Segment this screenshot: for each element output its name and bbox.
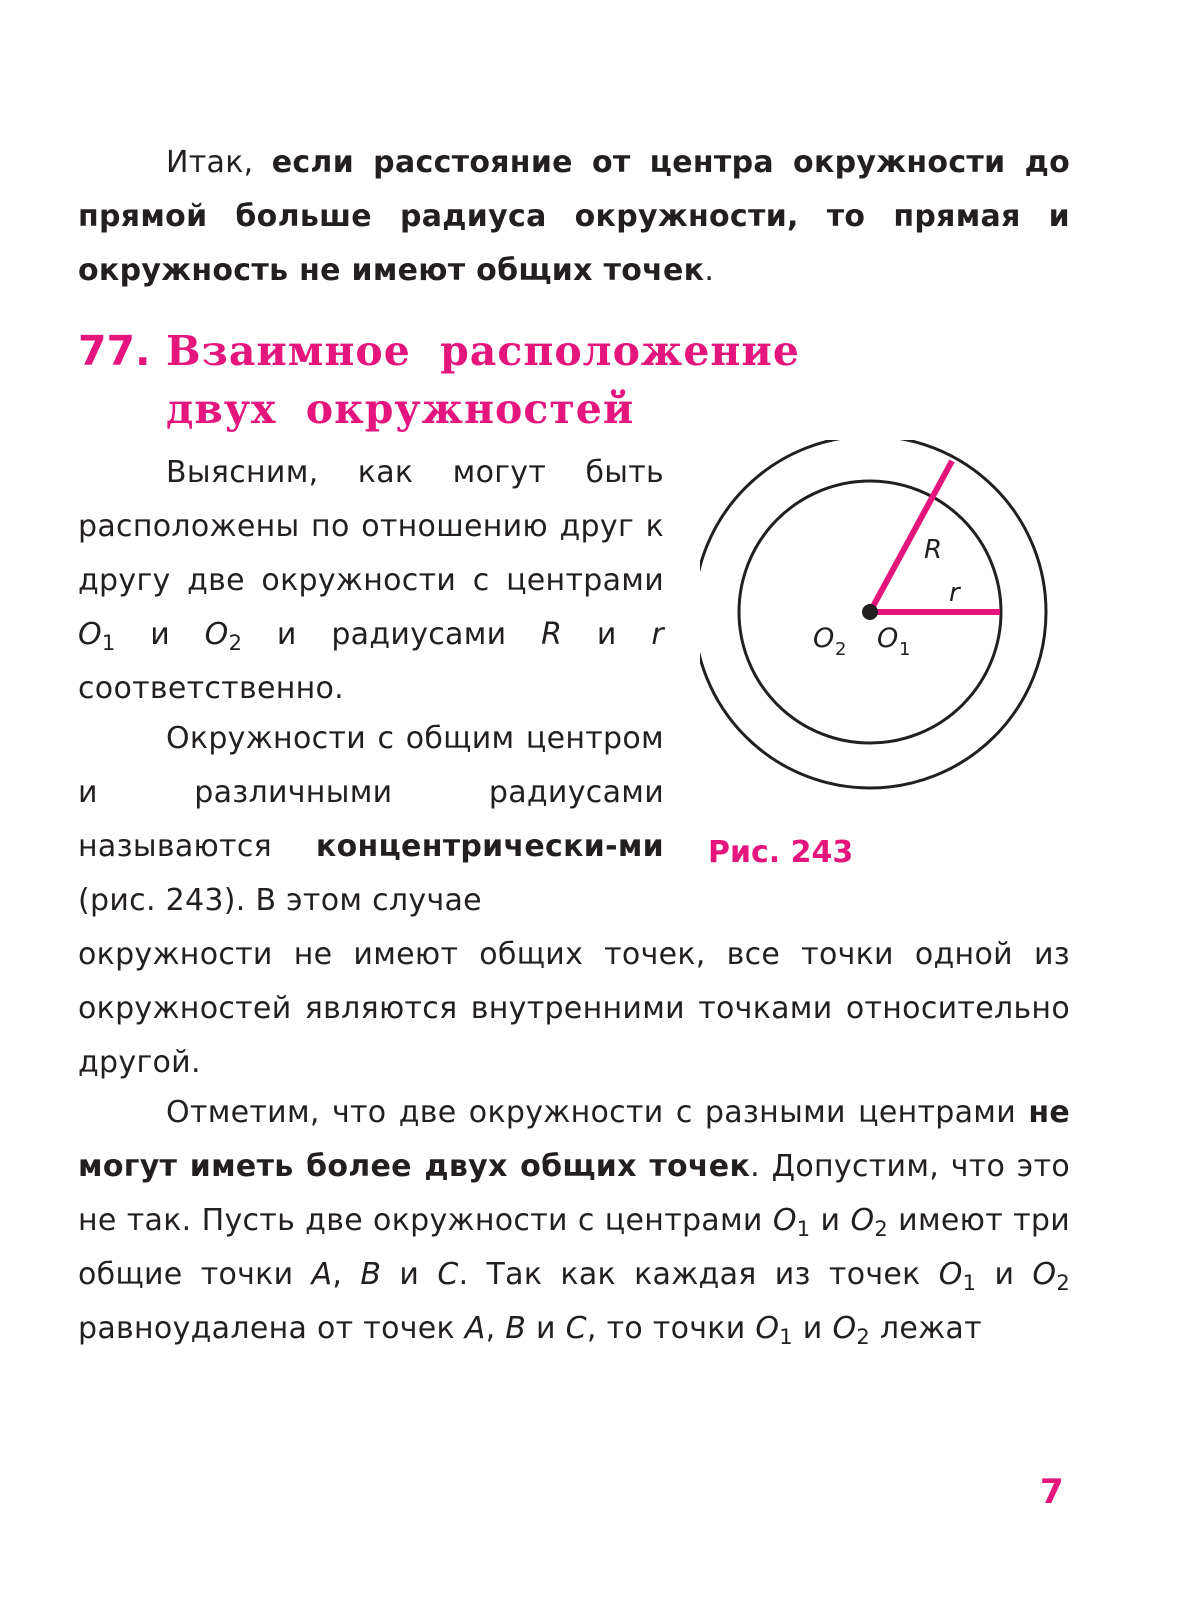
math-var: R — [541, 617, 563, 652]
text: , — [485, 1311, 506, 1346]
text: , — [332, 1257, 361, 1292]
math-var: O — [772, 1203, 797, 1238]
text: . — [704, 253, 715, 288]
text: окружности не имеют общих точек, все точки одной из окружностей являются внутренними точками относительно другой. — [78, 937, 1070, 1080]
paragraph-two-points — [78, 1086, 1070, 1356]
text: и — [976, 1257, 1033, 1292]
label-O1-subscript: 1 — [899, 639, 911, 660]
label-O1: O — [877, 623, 899, 654]
paragraph-conclusion — [78, 136, 1070, 298]
bold-statement: не могут иметь более двух общих точек — [78, 1095, 1070, 1184]
label-R: R — [924, 535, 943, 565]
paragraph-concentric — [78, 712, 664, 928]
math-var: O — [755, 1311, 780, 1346]
math-var: O — [1032, 1257, 1057, 1292]
section-title: Взаимное расположение двух окружностей — [166, 327, 800, 433]
subscript: 1 — [101, 631, 116, 655]
math-var: C — [565, 1311, 587, 1346]
bold-statement: если расстояние от центра окружности до прямой больше радиуса окружности, то прямая и окружность не имеют общих точек — [78, 145, 1071, 288]
page-number: 7 — [1040, 1472, 1064, 1512]
text: равноудалена от точек — [78, 1311, 465, 1346]
text: и — [810, 1203, 851, 1238]
math-var: O — [832, 1311, 857, 1346]
text: , то точки — [586, 1311, 756, 1346]
math-var: O — [78, 617, 102, 652]
subscript: 2 — [228, 631, 243, 655]
subscript: 2 — [1056, 1271, 1070, 1295]
text: имеют три общие точки — [78, 1203, 1070, 1292]
text: лежат — [870, 1311, 982, 1346]
text: Итак, — [166, 145, 272, 180]
text: . Так как каждая из точек — [458, 1257, 939, 1292]
subscript: 2 — [874, 1217, 889, 1241]
math-var: A — [464, 1311, 486, 1346]
math-var: O — [850, 1203, 875, 1238]
subscript: 2 — [856, 1325, 871, 1349]
subscript: 1 — [779, 1325, 793, 1349]
math-var: r — [651, 617, 664, 652]
paragraph-intro — [78, 446, 664, 716]
text: Выясним, как могут быть расположены по отношению друг к другу две окружности с центрами — [78, 455, 664, 598]
text: и — [381, 1257, 438, 1292]
text: и — [115, 617, 205, 652]
figure-243-concentric-circles — [700, 440, 1080, 820]
term-concentric: концентрически-ми — [315, 829, 664, 864]
math-var: B — [505, 1311, 527, 1346]
subscript: 1 — [962, 1271, 977, 1295]
math-var: O — [204, 617, 229, 652]
text: . Допустим, что это не так. Пусть две окружности с центрами — [78, 1149, 1070, 1238]
text: и — [792, 1311, 833, 1346]
math-var: A — [311, 1257, 333, 1292]
center-point — [862, 604, 878, 620]
text: соответственно. — [78, 671, 345, 706]
text: и радиусами — [242, 617, 542, 652]
figure-caption: Рис. 243 — [708, 835, 854, 870]
text: Отметим, что две окружности с разными центрами — [166, 1095, 1029, 1130]
text: Окружности с общим центром и различными радиусами называются — [78, 721, 664, 864]
subscript: 1 — [796, 1217, 811, 1241]
paragraph-concentric-continued — [78, 928, 1070, 1090]
text: (рис. 243). В этом случае — [78, 883, 482, 918]
math-var: O — [938, 1257, 963, 1292]
text: и — [526, 1311, 566, 1346]
math-var: B — [360, 1257, 382, 1292]
math-var: C — [437, 1257, 459, 1292]
label-O2: O — [813, 623, 835, 654]
section-number: 77. — [78, 327, 151, 375]
label-r: r — [949, 578, 960, 608]
label-O2-subscript: 2 — [835, 639, 847, 660]
text: и — [562, 617, 652, 652]
